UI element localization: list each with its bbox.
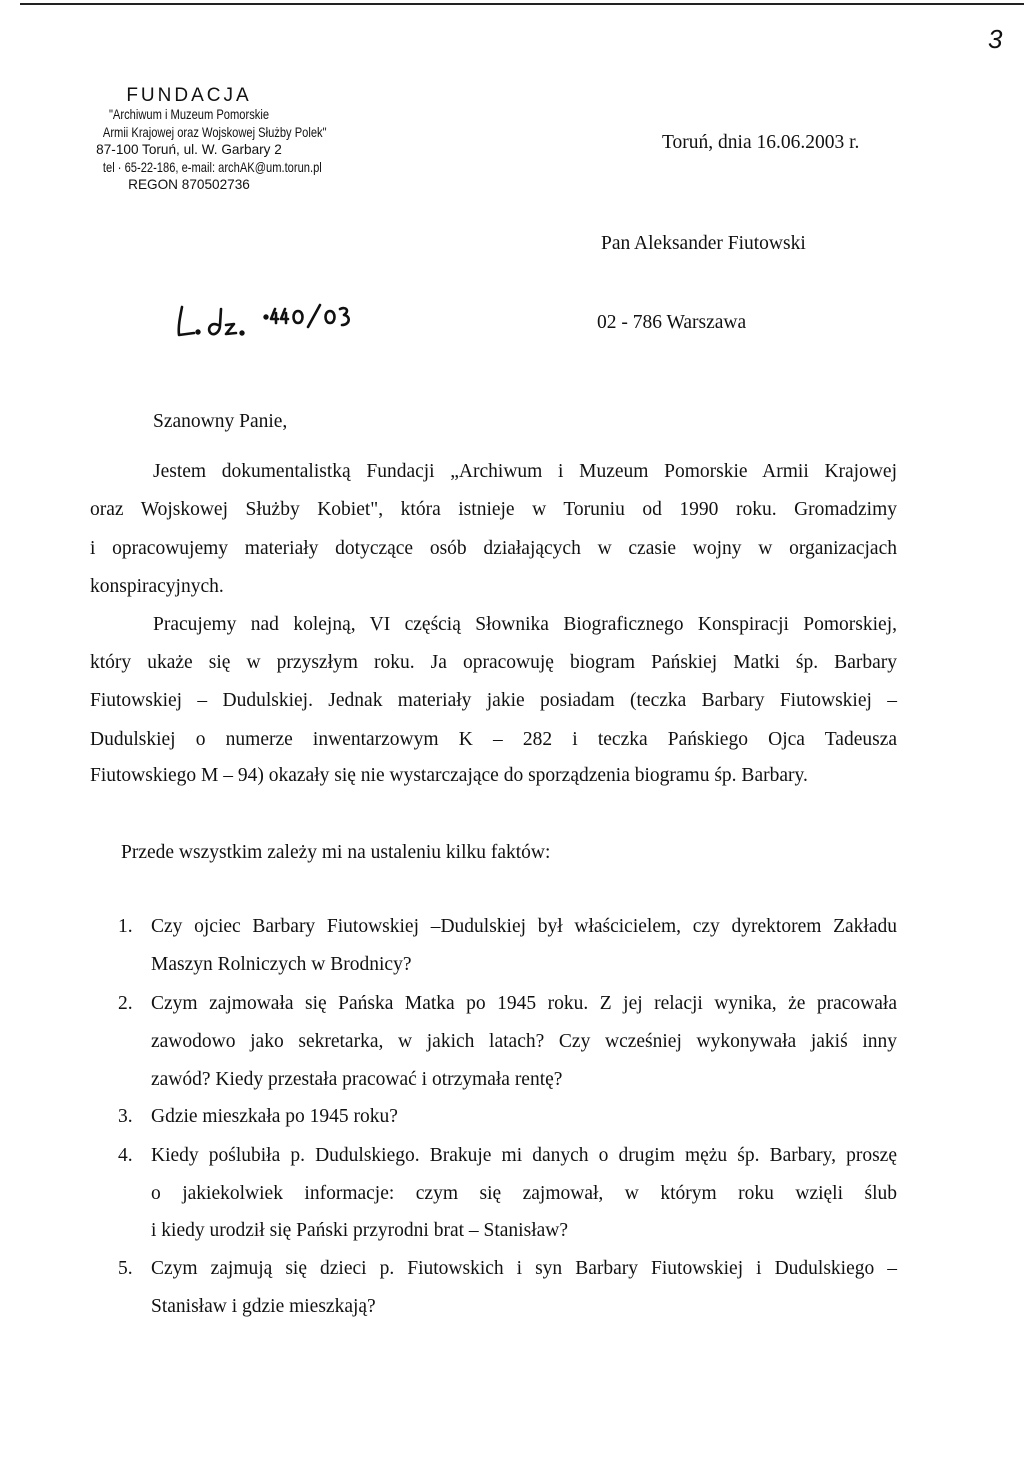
place-and-date: Toruń, dnia 16.06.2003 r. <box>662 132 860 153</box>
question-line: Czym zajmują się dzieci p. Fiutowskich i syn Barbary Fiutowskiej i Dudulskiego – <box>151 1258 897 1279</box>
stamp-line: REGON 870502736 <box>128 177 250 192</box>
question-number: 4. <box>118 1145 133 1166</box>
question-line: i kiedy urodził się Pański przyrodni brat – Stanisław? <box>151 1220 569 1241</box>
question-line: Stanisław i gdzie mieszkają? <box>151 1296 376 1317</box>
question-line: Czym zajmowała się Pańska Matka po 1945 roku. Z jej relacji wynika, że pracowała <box>151 993 897 1014</box>
question-line: o jakiekolwiek informacje: czym się zajmował, w którym roku wzięli ślub <box>151 1183 897 1204</box>
question-line: zawodowo jako sekretarka, w jakich latach? Czy wcześniej wykonywała jakiś inny <box>151 1031 897 1052</box>
handwritten-page-number: 3 <box>988 24 1003 54</box>
question-line: Gdzie mieszkała po 1945 roku? <box>151 1106 398 1127</box>
handwritten-reference-number <box>174 297 364 342</box>
addressee-postal: 02 - 786 Warszawa <box>597 312 747 333</box>
stamp-line: "Archiwum i Muzeum Pomorskie <box>108 107 270 122</box>
paragraph-2-line: Fiutowskiego M – 94) okazały się nie wystarczające do sporządzenia biogramu śp. Barbary. <box>90 765 808 786</box>
paragraph-2-line: który ukaże się w przyszłym roku. Ja opracowuję biogram Pańskiej Matki śp. Barbary <box>90 652 897 673</box>
question-line: Czy ojciec Barbary Fiutowskiej –Dudulskiej był właścicielem, czy dyrektorem Zakładu <box>151 916 897 937</box>
stamp-line: Armii Krajowej oraz Wojskowej Służby Polek" <box>102 124 327 140</box>
stamp-title: FUNDACJA <box>126 85 252 106</box>
question-number: 1. <box>118 916 133 937</box>
paragraph-2-line: Dudulskiej o numerze inwentarzowym K – 282 i teczka Pańskiego Ojca Tadeusza <box>90 729 897 750</box>
addressee-name: Pan Aleksander Fiutowski <box>601 233 806 254</box>
paragraph-1-line: Jestem dokumentalistką Fundacji „Archiwum i Muzeum Pomorskie Armii Krajowej <box>153 461 897 482</box>
question-line: zawód? Kiedy przestała pracować i otrzymała rentę? <box>151 1069 563 1090</box>
stamp-line: 87-100 Toruń, ul. W. Garbary 2 <box>96 142 282 157</box>
question-number: 3. <box>118 1106 133 1127</box>
questions-intro: Przede wszystkim zależy mi na ustaleniu kilku faktów: <box>121 842 551 863</box>
paragraph-1-line: i opracowujemy materiały dotyczące osób działających w czasie wojny w organizacjach <box>90 538 897 559</box>
question-number: 2. <box>118 993 133 1014</box>
salutation: Szanowny Panie, <box>153 411 288 432</box>
scan-top-border <box>20 3 1024 5</box>
paragraph-1-line: konspiracyjnych. <box>90 576 224 597</box>
paragraph-2-line: Fiutowskiej – Dudulskiej. Jednak materiały jakie posiadam (teczka Barbary Fiutowskiej – <box>90 690 897 711</box>
stamp-line: tel · 65-22-186, e-mail: archAK@um.torun.pl <box>102 159 322 175</box>
paragraph-2-line: Pracujemy nad kolejną, VI częścią Słownika Biograficznego Konspiracji Pomorskiej, <box>153 614 897 635</box>
question-line: Maszyn Rolniczych w Brodnicy? <box>151 954 412 975</box>
question-line: Kiedy poślubiła p. Dudulskiego. Brakuje mi danych o drugim mężu śp. Barbary, proszę <box>151 1145 897 1166</box>
question-number: 5. <box>118 1258 133 1279</box>
foundation-letterhead-stamp <box>84 85 327 194</box>
paragraph-1-line: oraz Wojskowej Służby Kobiet", która istnieje w Toruniu od 1990 roku. Gromadzimy <box>90 499 897 520</box>
